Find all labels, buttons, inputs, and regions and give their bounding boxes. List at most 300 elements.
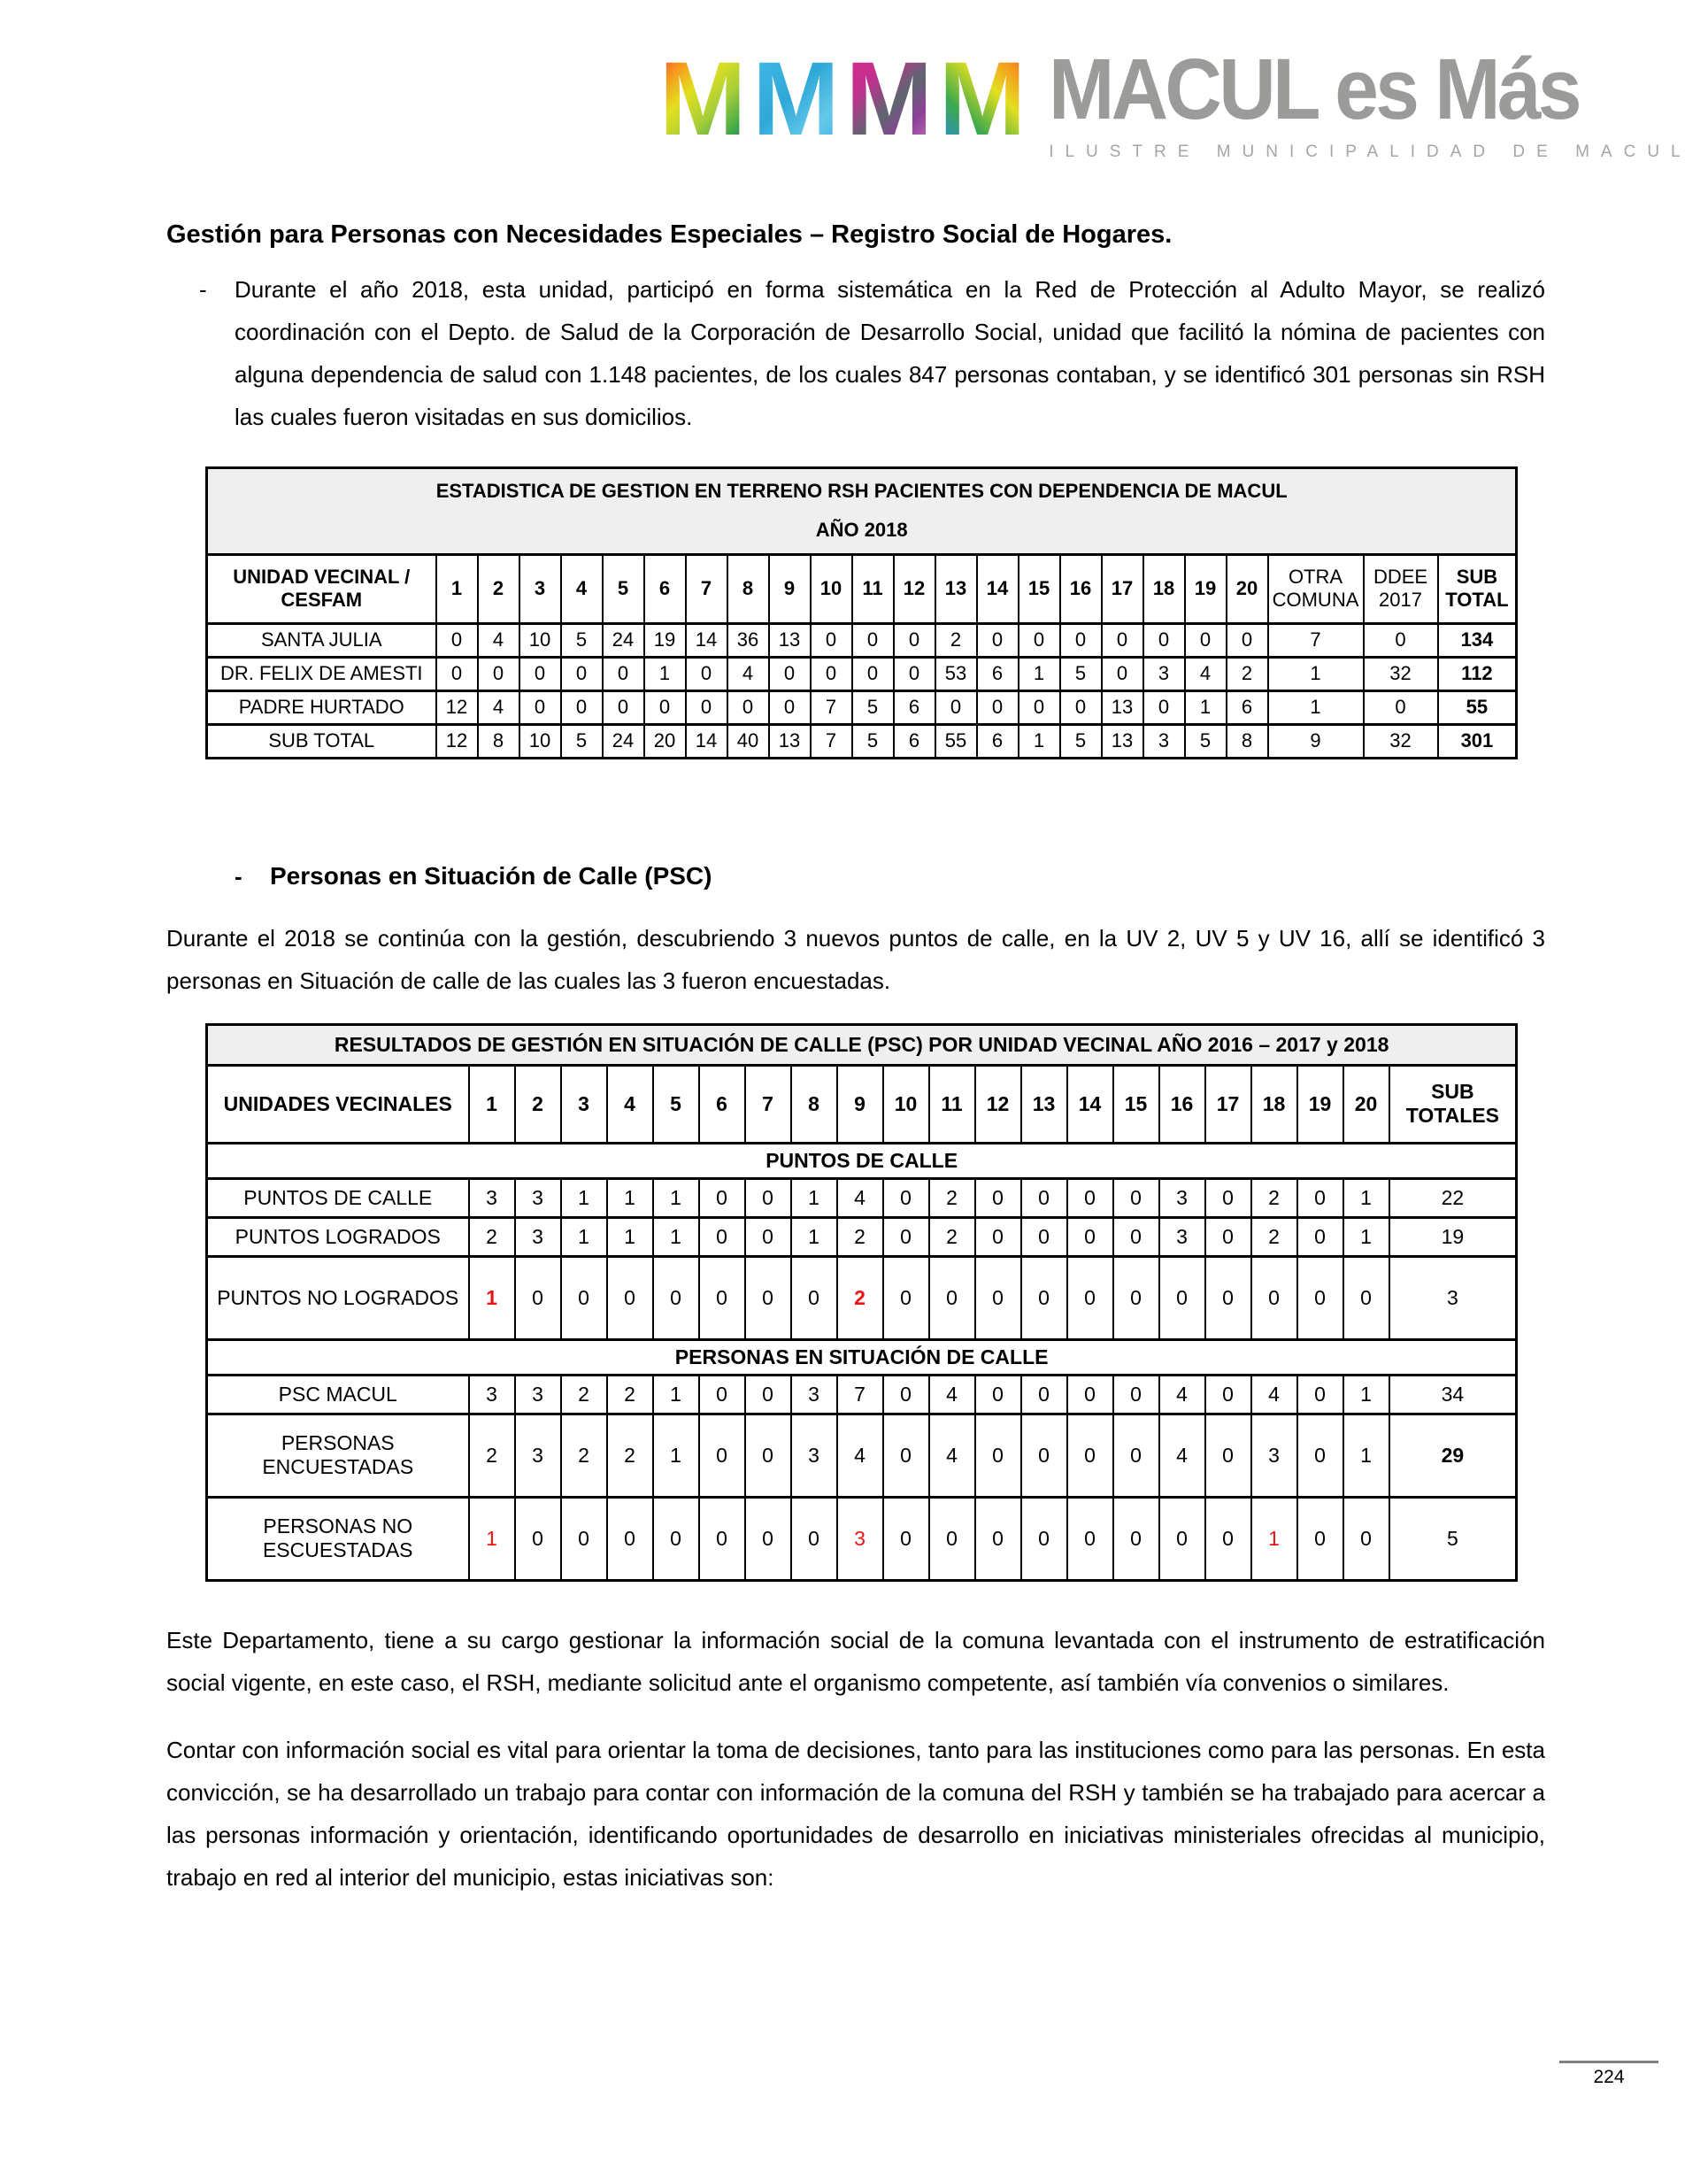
table2-cell-uv4: 2 xyxy=(607,1375,653,1414)
table2-section-header: PERSONAS EN SITUACIÓN DE CALLE xyxy=(207,1339,1517,1375)
footer-divider xyxy=(1559,2061,1658,2063)
table1-col-header-15: 15 xyxy=(1019,554,1060,623)
table2-col-header-6: 6 xyxy=(699,1065,745,1143)
table1-col-header-11: 11 xyxy=(852,554,894,623)
table2-cell-sub-totales: 19 xyxy=(1389,1217,1517,1256)
table2-cell-uv3: 0 xyxy=(561,1256,607,1339)
table1-col-header-12: 12 xyxy=(894,554,935,623)
table2-cell-uv13: 0 xyxy=(1021,1375,1067,1414)
table1-cell-ddee-2017: 0 xyxy=(1364,690,1438,724)
table1-cell-uv2: 4 xyxy=(478,623,519,657)
table2-cell-uv15: 0 xyxy=(1113,1375,1159,1414)
table2-cell-uv15: 0 xyxy=(1113,1414,1159,1497)
table2-cell-uv8: 3 xyxy=(791,1375,837,1414)
table1-cell-uv3: 10 xyxy=(519,623,561,657)
table2-cell-uv4: 0 xyxy=(607,1256,653,1339)
table1-cell-uv1: 12 xyxy=(436,690,478,724)
table2-row-label: PERSONAS NO ESCUESTADAS xyxy=(207,1497,469,1580)
table2-cell-uv11: 4 xyxy=(929,1375,975,1414)
table2-cell-uv15: 0 xyxy=(1113,1217,1159,1256)
table1-cell-uv1: 0 xyxy=(436,623,478,657)
table2-cell-uv9: 4 xyxy=(837,1178,883,1217)
table2-header-row xyxy=(207,1065,1517,1143)
table2-cell-uv17: 0 xyxy=(1205,1178,1251,1217)
table2-col-header-7: 7 xyxy=(745,1065,791,1143)
table1-cell-otra-comuna: 1 xyxy=(1268,657,1364,690)
table2-cell-uv12: 0 xyxy=(975,1497,1021,1580)
table2-cell-uv3: 0 xyxy=(561,1497,607,1580)
table2-cell-uv3: 1 xyxy=(561,1217,607,1256)
table2-col-header-9: 9 xyxy=(837,1065,883,1143)
table2-cell-uv19: 0 xyxy=(1297,1256,1343,1339)
table2-cell-uv13: 0 xyxy=(1021,1256,1067,1339)
table1-cell-uv8: 40 xyxy=(727,724,769,758)
table2-cell-uv4: 0 xyxy=(607,1497,653,1580)
table2-cell-uv19: 0 xyxy=(1297,1497,1343,1580)
table1-title-row xyxy=(207,467,1517,554)
table1-cell-uv9: 13 xyxy=(769,724,811,758)
table2-cell-uv1: 1 xyxy=(469,1497,515,1580)
logo-wordmark xyxy=(1049,41,1692,162)
table1-col-header-2: 2 xyxy=(478,554,519,623)
logo-m4-icon: M xyxy=(938,41,1027,158)
table1-cell-uv11: 0 xyxy=(852,623,894,657)
logo-subtitle: ILUSTRE MUNICIPALIDAD DE MACUL xyxy=(1049,143,1692,161)
table2-cell-uv17: 0 xyxy=(1205,1217,1251,1256)
table2-cell-uv19: 0 xyxy=(1297,1178,1343,1217)
table1-cell-uv15: 1 xyxy=(1019,724,1060,758)
table2-cell-uv9: 4 xyxy=(837,1414,883,1497)
table2-cell-uv16: 3 xyxy=(1159,1217,1205,1256)
table1-cell-uv12: 6 xyxy=(894,690,935,724)
table1-cell-uv15: 1 xyxy=(1019,657,1060,690)
table2-cell-sub-totales: 34 xyxy=(1389,1375,1517,1414)
table2-cell-uv5: 1 xyxy=(653,1414,699,1497)
page-footer xyxy=(1559,2061,1658,2088)
table2-cell-uv4: 1 xyxy=(607,1217,653,1256)
table1-cell-ddee-2017: 32 xyxy=(1364,724,1438,758)
table1-cell-uv9: 0 xyxy=(769,690,811,724)
table1-cell-uv7: 14 xyxy=(686,724,727,758)
table2-row-label: PERSONAS ENCUESTADAS xyxy=(207,1414,469,1497)
table2-col-header-14: 14 xyxy=(1067,1065,1113,1143)
table2-cell-uv17: 0 xyxy=(1205,1375,1251,1414)
table2-cell-uv12: 0 xyxy=(975,1256,1021,1339)
table1-col-header-13: 13 xyxy=(935,554,977,623)
table1-col-header-16: 16 xyxy=(1060,554,1102,623)
table2-title-cell: RESULTADOS DE GESTIÓN EN SITUACIÓN DE CALLE (PSC) POR UNIDAD VECINAL AÑO 2016 – 2017 y 2018 xyxy=(207,1024,1517,1065)
table2-cell-uv5: 1 xyxy=(653,1375,699,1414)
table1-cell-uv3: 0 xyxy=(519,657,561,690)
table2-col-header-11: 11 xyxy=(929,1065,975,1143)
table2-cell-uv14: 0 xyxy=(1067,1414,1113,1497)
table1-cell-ddee-2017: 32 xyxy=(1364,657,1438,690)
table1-cell-uv13: 53 xyxy=(935,657,977,690)
table1-cell-uv16: 5 xyxy=(1060,724,1102,758)
table1-cell-sub-total: 301 xyxy=(1438,724,1517,758)
table2-cell-uv6: 0 xyxy=(699,1217,745,1256)
table1-title-line1: ESTADISTICA DE GESTION EN TERRENO RSH PACIENTES CON DEPENDENCIA DE MACUL xyxy=(435,480,1288,503)
table1-cell-uv12: 0 xyxy=(894,657,935,690)
table1-cell-uv13: 2 xyxy=(935,623,977,657)
table2-cell-uv6: 0 xyxy=(699,1497,745,1580)
table2-cell-uv4: 2 xyxy=(607,1414,653,1497)
table1-cell-uv6: 20 xyxy=(644,724,686,758)
section2-heading: Personas en Situación de Calle (PSC) xyxy=(270,861,712,890)
table2-cell-sub-totales: 3 xyxy=(1389,1256,1517,1339)
table2-row-1-2 xyxy=(207,1497,1517,1580)
table1-cell-uv5: 0 xyxy=(603,690,644,724)
table2-cell-uv17: 0 xyxy=(1205,1497,1251,1580)
table2-cell-uv11: 4 xyxy=(929,1414,975,1497)
table2-col-header-16: 16 xyxy=(1159,1065,1205,1143)
table2-cell-uv18: 0 xyxy=(1251,1256,1297,1339)
table1-col-header-4: 4 xyxy=(561,554,603,623)
table2-row-label: PUNTOS LOGRADOS xyxy=(207,1217,469,1256)
table2-cell-uv8: 3 xyxy=(791,1414,837,1497)
table1-cell-otra-comuna: 7 xyxy=(1268,623,1364,657)
table2-cell-uv8: 0 xyxy=(791,1497,837,1580)
table2-col-header-3: 3 xyxy=(561,1065,607,1143)
table1-cell-uv7: 0 xyxy=(686,657,727,690)
table1-col-header-6: 6 xyxy=(644,554,686,623)
table2-cell-uv16: 0 xyxy=(1159,1256,1205,1339)
table1-cell-uv6: 1 xyxy=(644,657,686,690)
table2-cell-uv18: 2 xyxy=(1251,1178,1297,1217)
table2-cell-uv14: 0 xyxy=(1067,1375,1113,1414)
table2-cell-uv7: 0 xyxy=(745,1375,791,1414)
table1-cell-ddee-2017: 0 xyxy=(1364,623,1438,657)
table2-cell-uv10: 0 xyxy=(883,1178,929,1217)
table1-cell-uv11: 5 xyxy=(852,724,894,758)
table-psc-unidad-vecinal xyxy=(205,1023,1518,1582)
table2-cell-uv7: 0 xyxy=(745,1256,791,1339)
table1-cell-uv11: 0 xyxy=(852,657,894,690)
table2-cell-uv1: 1 xyxy=(469,1256,515,1339)
table2-row-0-2 xyxy=(207,1256,1517,1339)
table2-col-header-20: 20 xyxy=(1343,1065,1389,1143)
table2-cell-uv19: 0 xyxy=(1297,1375,1343,1414)
table2-row-label: PSC MACUL xyxy=(207,1375,469,1414)
table2-cell-uv20: 1 xyxy=(1343,1375,1389,1414)
table1-col-header-label: UNIDAD VECINAL / CESFAM xyxy=(207,554,436,623)
table2-cell-uv5: 1 xyxy=(653,1178,699,1217)
table1-cell-uv1: 0 xyxy=(436,657,478,690)
table1-col-header-20: 20 xyxy=(1227,554,1268,623)
table2-col-header-8: 8 xyxy=(791,1065,837,1143)
table1-cell-uv12: 0 xyxy=(894,623,935,657)
table1-cell-uv19: 0 xyxy=(1185,623,1227,657)
table2-cell-uv18: 1 xyxy=(1251,1497,1297,1580)
table2-cell-uv16: 4 xyxy=(1159,1375,1205,1414)
table1-cell-uv17: 13 xyxy=(1102,690,1143,724)
table1-cell-uv17: 13 xyxy=(1102,724,1143,758)
table1-cell-uv6: 19 xyxy=(644,623,686,657)
table1-row-1 xyxy=(207,657,1517,690)
table1-cell-uv17: 0 xyxy=(1102,657,1143,690)
table2-cell-uv10: 0 xyxy=(883,1217,929,1256)
table2-cell-uv18: 2 xyxy=(1251,1217,1297,1256)
table1-title-cell xyxy=(207,467,1517,554)
table1-cell-uv13: 0 xyxy=(935,690,977,724)
table2-cell-uv20: 1 xyxy=(1343,1217,1389,1256)
table2-cell-uv9: 3 xyxy=(837,1497,883,1580)
table2-cell-uv1: 3 xyxy=(469,1178,515,1217)
table2-cell-uv10: 0 xyxy=(883,1497,929,1580)
table2-col-header-15: 15 xyxy=(1113,1065,1159,1143)
table1-cell-uv16: 0 xyxy=(1060,623,1102,657)
table2-cell-uv10: 0 xyxy=(883,1256,929,1339)
table1-cell-uv14: 0 xyxy=(977,623,1019,657)
table2-cell-uv17: 0 xyxy=(1205,1256,1251,1339)
table1-cell-uv12: 6 xyxy=(894,724,935,758)
logo-m1-icon: M xyxy=(659,41,747,158)
table2-cell-uv20: 1 xyxy=(1343,1414,1389,1497)
table1-header-row xyxy=(207,554,1517,623)
table2-cell-uv7: 0 xyxy=(745,1414,791,1497)
table2-col-header-19: 19 xyxy=(1297,1065,1343,1143)
table2-col-header-17: 17 xyxy=(1205,1065,1251,1143)
section1-heading: Gestión para Personas con Necesidades Especiales – Registro Social de Hogares. xyxy=(166,220,1173,249)
table1-row-label: SUB TOTAL xyxy=(207,724,436,758)
table2-cell-uv13: 0 xyxy=(1021,1497,1067,1580)
table2-cell-uv5: 1 xyxy=(653,1217,699,1256)
table1-row-label: SANTA JULIA xyxy=(207,623,436,657)
table1-cell-uv1: 12 xyxy=(436,724,478,758)
table1-cell-uv3: 10 xyxy=(519,724,561,758)
table2-cell-uv8: 0 xyxy=(791,1256,837,1339)
table1-cell-uv19: 5 xyxy=(1185,724,1227,758)
logo-m2-icon: M xyxy=(752,41,840,158)
table2-cell-uv7: 0 xyxy=(745,1178,791,1217)
table2-cell-uv13: 0 xyxy=(1021,1178,1067,1217)
table2-col-header-5: 5 xyxy=(653,1065,699,1143)
table2-cell-uv7: 0 xyxy=(745,1217,791,1256)
table1-cell-uv4: 0 xyxy=(561,690,603,724)
table2-cell-uv12: 0 xyxy=(975,1375,1021,1414)
table2-cell-uv19: 0 xyxy=(1297,1217,1343,1256)
table1-cell-uv8: 4 xyxy=(727,657,769,690)
table1-row-3 xyxy=(207,724,1517,758)
table2-cell-uv10: 0 xyxy=(883,1375,929,1414)
table1-cell-uv6: 0 xyxy=(644,690,686,724)
table2-col-header-13: 13 xyxy=(1021,1065,1067,1143)
table2-section-row-0 xyxy=(207,1143,1517,1178)
table1-cell-uv8: 36 xyxy=(727,623,769,657)
table2-cell-uv13: 0 xyxy=(1021,1217,1067,1256)
table2-cell-uv14: 0 xyxy=(1067,1217,1113,1256)
table2-cell-uv10: 0 xyxy=(883,1414,929,1497)
table1-cell-uv19: 1 xyxy=(1185,690,1227,724)
table2-cell-uv12: 0 xyxy=(975,1414,1021,1497)
table2-cell-uv11: 0 xyxy=(929,1497,975,1580)
table2-cell-uv2: 0 xyxy=(515,1256,561,1339)
logo-mmmm-icon xyxy=(659,41,1027,158)
table2-cell-uv6: 0 xyxy=(699,1375,745,1414)
table2-cell-uv16: 3 xyxy=(1159,1178,1205,1217)
table1-col-header-9: 9 xyxy=(769,554,811,623)
table2-cell-uv2: 3 xyxy=(515,1375,561,1414)
paragraph-informacion-social: Contar con información social es vital para orientar la toma de decisiones, tanto para las instituciones como para las personas. En esta convicción, se ha desarrollado un trabajo para contar con información de la comuna del RSH y también se ha trabajado para acercar a las personas información y orientación, identificando oportunidades de desarrollo en iniciativas ministeriales ofrecidas al municipio, trabajo en red al interior del municipio, estas iniciativas son: xyxy=(166,1736,1545,1891)
table2-col-header-4: 4 xyxy=(607,1065,653,1143)
table2-cell-uv9: 2 xyxy=(837,1256,883,1339)
table1-cell-uv14: 6 xyxy=(977,657,1019,690)
table2-row-label: PUNTOS DE CALLE xyxy=(207,1178,469,1217)
table2-row-1-0 xyxy=(207,1375,1517,1414)
table1-cell-uv9: 13 xyxy=(769,623,811,657)
table1-cell-uv10: 7 xyxy=(811,724,852,758)
table2-cell-uv3: 1 xyxy=(561,1178,607,1217)
table1-cell-uv5: 0 xyxy=(603,657,644,690)
table1-cell-uv5: 24 xyxy=(603,724,644,758)
table1-col-header-3: 3 xyxy=(519,554,561,623)
table1-cell-uv4: 5 xyxy=(561,724,603,758)
table2-cell-uv2: 3 xyxy=(515,1217,561,1256)
table2-col-header-2: 2 xyxy=(515,1065,561,1143)
table1-cell-uv14: 6 xyxy=(977,724,1019,758)
table1-col-header-1: 1 xyxy=(436,554,478,623)
table2-cell-uv12: 0 xyxy=(975,1217,1021,1256)
table2-cell-uv17: 0 xyxy=(1205,1414,1251,1497)
table2-cell-uv16: 4 xyxy=(1159,1414,1205,1497)
section2-heading-item xyxy=(235,855,1545,898)
table1-row-0 xyxy=(207,623,1517,657)
table1-row-label: DR. FELIX DE AMESTI xyxy=(207,657,436,690)
table1-cell-uv10: 0 xyxy=(811,623,852,657)
table2-cell-sub-totales: 29 xyxy=(1389,1414,1517,1497)
table1-cell-uv4: 0 xyxy=(561,657,603,690)
table2-cell-uv11: 0 xyxy=(929,1256,975,1339)
table2-col-header-18: 18 xyxy=(1251,1065,1297,1143)
table2-cell-uv14: 0 xyxy=(1067,1256,1113,1339)
table2-cell-uv2: 3 xyxy=(515,1178,561,1217)
table1-cell-uv15: 0 xyxy=(1019,690,1060,724)
table1-cell-uv16: 0 xyxy=(1060,690,1102,724)
table2-col-header-1: 1 xyxy=(469,1065,515,1143)
table2-cell-sub-totales: 22 xyxy=(1389,1178,1517,1217)
table1-cell-uv18: 0 xyxy=(1143,623,1185,657)
table2-cell-uv5: 0 xyxy=(653,1256,699,1339)
table1-col-header-ddee-2017: DDEE 2017 xyxy=(1364,554,1438,623)
table1-col-header-5: 5 xyxy=(603,554,644,623)
table2-col-header-10: 10 xyxy=(883,1065,929,1143)
table2-col-header-sub-totales: SUB TOTALES xyxy=(1389,1065,1517,1143)
table1-cell-uv19: 4 xyxy=(1185,657,1227,690)
table2-cell-uv3: 2 xyxy=(561,1414,607,1497)
table1-cell-uv18: 3 xyxy=(1143,724,1185,758)
table1-cell-uv9: 0 xyxy=(769,657,811,690)
table2-cell-uv20: 0 xyxy=(1343,1497,1389,1580)
table1-cell-sub-total: 112 xyxy=(1438,657,1517,690)
table1-col-header-otra-comuna: OTRA COMUNA xyxy=(1268,554,1364,623)
table1-cell-uv2: 0 xyxy=(478,657,519,690)
table1-row-label: PADRE HURTADO xyxy=(207,690,436,724)
table2-cell-uv1: 2 xyxy=(469,1217,515,1256)
table1-cell-uv5: 24 xyxy=(603,623,644,657)
table1-cell-sub-total: 55 xyxy=(1438,690,1517,724)
table2-cell-uv4: 1 xyxy=(607,1178,653,1217)
table-rsh-dependencia xyxy=(205,466,1518,759)
bullet-dash: - xyxy=(235,862,242,890)
table1-cell-uv13: 55 xyxy=(935,724,977,758)
table2-cell-uv9: 7 xyxy=(837,1375,883,1414)
table2-cell-uv12: 0 xyxy=(975,1178,1021,1217)
logo-title: MACUL es Más xyxy=(1049,41,1580,137)
table1-col-header-7: 7 xyxy=(686,554,727,623)
table1-col-header-18: 18 xyxy=(1143,554,1185,623)
table2-cell-uv16: 0 xyxy=(1159,1497,1205,1580)
table1-cell-otra-comuna: 1 xyxy=(1268,690,1364,724)
table1-title-line2: AÑO 2018 xyxy=(815,519,908,542)
table1-cell-uv4: 5 xyxy=(561,623,603,657)
table1-cell-uv15: 0 xyxy=(1019,623,1060,657)
table2-col-header-12: 12 xyxy=(975,1065,1021,1143)
page-number: 224 xyxy=(1593,2067,1625,2087)
table2-cell-uv6: 0 xyxy=(699,1414,745,1497)
table1-cell-sub-total: 134 xyxy=(1438,623,1517,657)
table2-cell-sub-totales: 5 xyxy=(1389,1497,1517,1580)
table2-cell-uv8: 1 xyxy=(791,1178,837,1217)
table2-row-label: PUNTOS NO LOGRADOS xyxy=(207,1256,469,1339)
table1-cell-uv20: 8 xyxy=(1227,724,1268,758)
table1-cell-uv10: 7 xyxy=(811,690,852,724)
table2-cell-uv11: 2 xyxy=(929,1217,975,1256)
table2-row-0-0 xyxy=(207,1178,1517,1217)
table2-section-header: PUNTOS DE CALLE xyxy=(207,1143,1517,1178)
table2-cell-uv15: 0 xyxy=(1113,1178,1159,1217)
table2-cell-uv6: 0 xyxy=(699,1178,745,1217)
table1-cell-uv17: 0 xyxy=(1102,623,1143,657)
table1-row-2 xyxy=(207,690,1517,724)
table1-col-header-sub-total: SUB TOTAL xyxy=(1438,554,1517,623)
table1-col-header-17: 17 xyxy=(1102,554,1143,623)
table1-cell-uv8: 0 xyxy=(727,690,769,724)
bullet-dash: - xyxy=(199,275,207,303)
table2-title-row xyxy=(207,1024,1517,1065)
table2-cell-uv2: 0 xyxy=(515,1497,561,1580)
table1-cell-otra-comuna: 9 xyxy=(1268,724,1364,758)
table2-cell-uv13: 0 xyxy=(1021,1414,1067,1497)
table1-col-header-14: 14 xyxy=(977,554,1019,623)
table1-cell-uv16: 5 xyxy=(1060,657,1102,690)
section2-paragraph: Durante el 2018 se continúa con la gestión, descubriendo 3 nuevos puntos de calle, en la UV 2, UV 5 y UV 16, allí se identificó 3 personas en Situación de calle de las cuales las 3 fueron encuestadas. xyxy=(166,924,1545,994)
table2-cell-uv15: 0 xyxy=(1113,1256,1159,1339)
table2-cell-uv14: 0 xyxy=(1067,1497,1113,1580)
table2-section-row-1 xyxy=(207,1339,1517,1375)
municipality-logo xyxy=(659,41,1692,162)
logo-m3-icon: M xyxy=(845,41,933,158)
table2-cell-uv7: 0 xyxy=(745,1497,791,1580)
table2-cell-uv1: 3 xyxy=(469,1375,515,1414)
table2-cell-uv8: 1 xyxy=(791,1217,837,1256)
table2-row-1-1 xyxy=(207,1414,1517,1497)
table1-cell-uv7: 14 xyxy=(686,623,727,657)
table2-cell-uv14: 0 xyxy=(1067,1178,1113,1217)
table1-cell-uv20: 6 xyxy=(1227,690,1268,724)
table2-cell-uv20: 0 xyxy=(1343,1256,1389,1339)
section1-paragraph: Durante el año 2018, esta unidad, participó en forma sistemática en la Red de Protección al Adulto Mayor, se realizó coordinación con el Depto. de Salud de la Corporación de Desarrollo Social, unidad que facilitó la nómina de pacientes con alguna dependencia de salud con 1.148 pacientes, de los cuales 847 personas contaban, y se identificó 301 personas sin RSH las cuales fueron visitadas en sus domicilios. xyxy=(235,275,1545,430)
table2-cell-uv18: 4 xyxy=(1251,1375,1297,1414)
table2-cell-uv3: 2 xyxy=(561,1375,607,1414)
table2-cell-uv6: 0 xyxy=(699,1256,745,1339)
table2-cell-uv18: 3 xyxy=(1251,1414,1297,1497)
table1-cell-uv2: 4 xyxy=(478,690,519,724)
paragraph-departamento: Este Departamento, tiene a su cargo gestionar la información social de la comuna levantada con el instrumento de estratificación social vigente, en este caso, el RSH, mediante solicitud ante el organismo competente, así también vía convenios o similares. xyxy=(166,1626,1545,1696)
table1-cell-uv3: 0 xyxy=(519,690,561,724)
table1-cell-uv20: 2 xyxy=(1227,657,1268,690)
section1-bullet-item xyxy=(199,268,1545,438)
table2-cell-uv5: 0 xyxy=(653,1497,699,1580)
